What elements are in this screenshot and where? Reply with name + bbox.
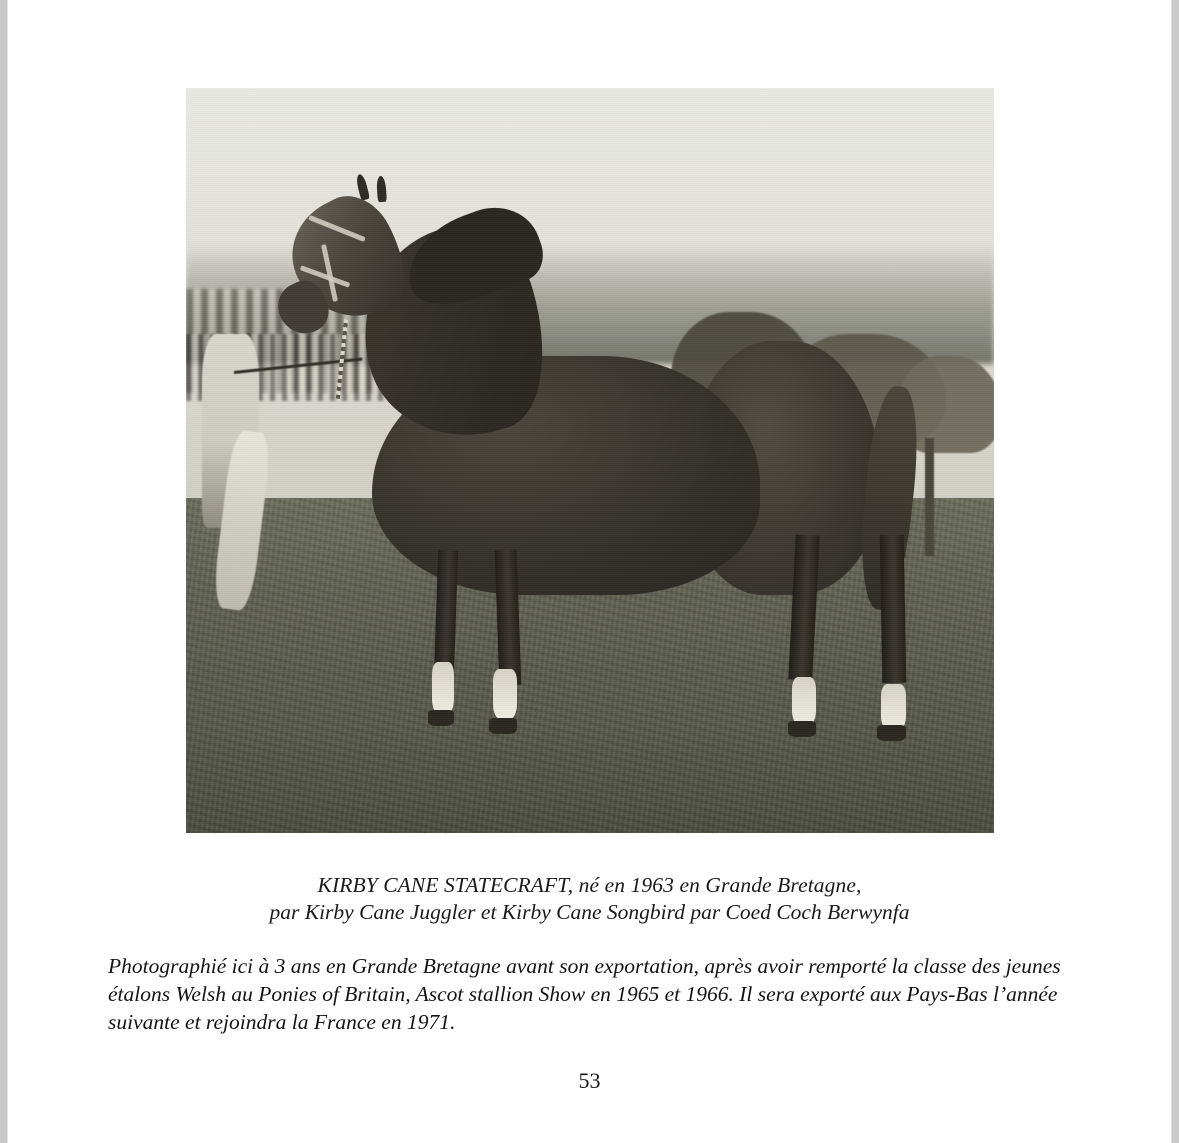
page-number: 53 xyxy=(578,1068,601,1093)
background-pony-leg xyxy=(925,438,934,556)
horse-hoof xyxy=(428,710,454,726)
caption-line-1: KIRBY CANE STATECRAFT, né en 1963 en Grande Bretagne, xyxy=(317,873,862,897)
photo-caption xyxy=(108,872,1071,926)
horse-sock-hindleg-near xyxy=(881,684,906,730)
body-paragraph: Photographié ici à 3 ans en Grande Bretagne avant son exportation, après avoir remporté la classe des jeunes étalons Welsh au Ponies of Britain, Ascot stallion Show en 1965 et 1966. Il sera exporté aux Pays-Bas l’année suivante et rejoindra la France en 1971. xyxy=(108,954,1061,1034)
horse-hindleg-near xyxy=(880,535,907,683)
horse-hoof xyxy=(788,721,816,737)
horse-hoof xyxy=(489,718,517,734)
document-page xyxy=(8,0,1171,1143)
caption-line-2: par Kirby Cane Juggler et Kirby Cane Songbird par Coed Coch Berwynfa xyxy=(269,900,910,924)
horse-sock-foreleg-far xyxy=(432,662,454,714)
horse-hoof xyxy=(877,725,906,741)
horse-sock-foreleg-near xyxy=(493,669,517,719)
horse-sock-hindleg-far xyxy=(792,677,816,725)
photograph xyxy=(186,88,994,833)
